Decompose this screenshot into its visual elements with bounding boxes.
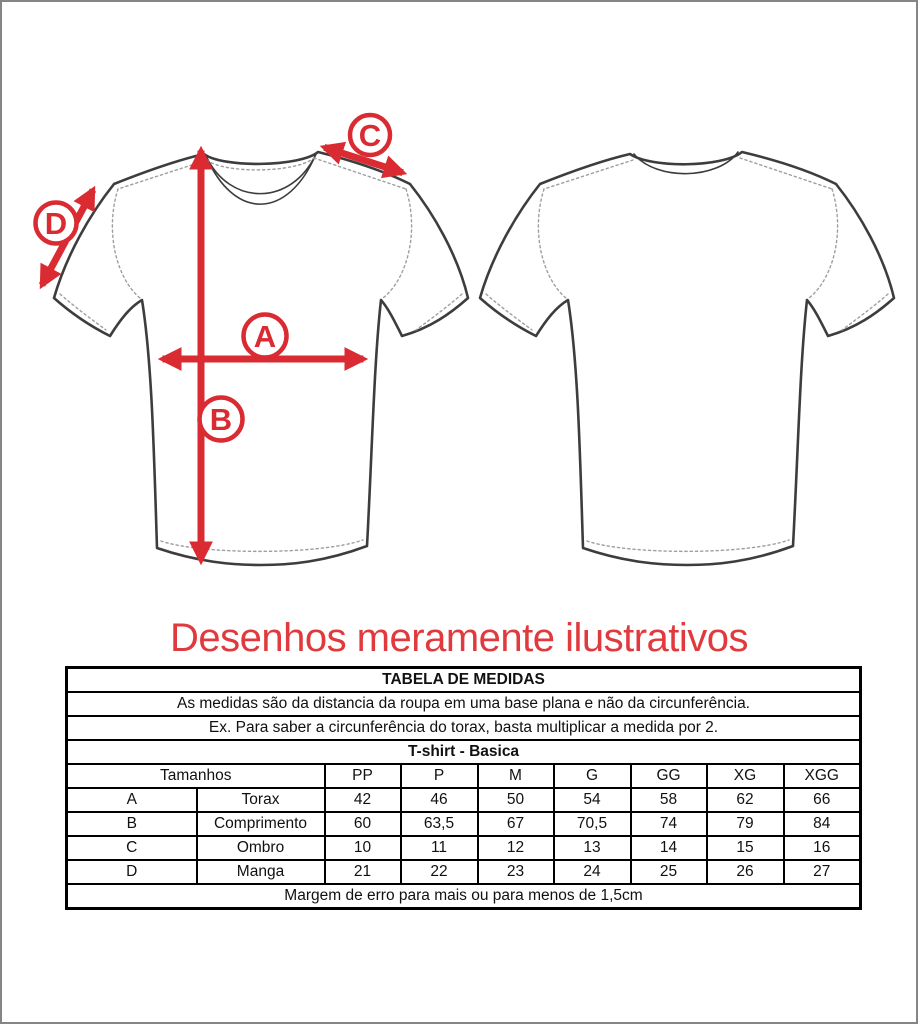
value-cell: 58 <box>631 788 707 812</box>
measure-badge-d <box>36 203 77 244</box>
value-cell: 12 <box>478 836 554 860</box>
value-cell: 23 <box>478 860 554 884</box>
row-name: Manga <box>197 860 325 884</box>
table-note2-row <box>67 716 861 740</box>
table-footer-note: Margem de erro para mais ou para menos de 1,5cm <box>67 884 861 909</box>
value-cell: 63,5 <box>401 812 478 836</box>
value-cell: 46 <box>401 788 478 812</box>
measure-letter-a: A <box>253 319 277 354</box>
size-col-m: M <box>478 764 554 788</box>
table-row-comprimento <box>67 812 861 836</box>
value-cell: 22 <box>401 860 478 884</box>
value-cell: 50 <box>478 788 554 812</box>
measure-badge-a <box>244 315 287 358</box>
back-shirt-outline <box>480 152 894 565</box>
measure-badge-b <box>200 398 243 441</box>
value-cell: 15 <box>707 836 784 860</box>
value-cell: 10 <box>325 836 401 860</box>
table-sizes-header-row <box>67 764 861 788</box>
value-cell: 74 <box>631 812 707 836</box>
value-cell: 70,5 <box>554 812 631 836</box>
value-cell: 62 <box>707 788 784 812</box>
row-name: Ombro <box>197 836 325 860</box>
size-col-p: P <box>401 764 478 788</box>
table-note-1: As medidas são da distancia da roupa em uma base plana e não da circunferência. <box>67 692 861 716</box>
row-letter: B <box>67 812 197 836</box>
sizes-header-cell: Tamanhos <box>67 764 325 788</box>
row-letter: C <box>67 836 197 860</box>
value-cell: 27 <box>784 860 861 884</box>
size-table <box>65 666 862 910</box>
size-guide-illustration <box>2 2 918 610</box>
value-cell: 84 <box>784 812 861 836</box>
value-cell: 54 <box>554 788 631 812</box>
value-cell: 13 <box>554 836 631 860</box>
value-cell: 79 <box>707 812 784 836</box>
measure-letter-c: C <box>358 118 382 153</box>
table-note-2: Ex. Para saber a circunferência do torax, basta multiplicar a medida por 2. <box>67 716 861 740</box>
row-letter: D <box>67 860 197 884</box>
measure-letter-b: B <box>209 402 233 437</box>
row-letter: A <box>67 788 197 812</box>
size-col-gg: GG <box>631 764 707 788</box>
size-col-xg: XG <box>707 764 784 788</box>
measure-badge-c <box>350 115 390 155</box>
table-product-row <box>67 740 861 764</box>
value-cell: 26 <box>707 860 784 884</box>
value-cell: 16 <box>784 836 861 860</box>
table-note1-row <box>67 692 861 716</box>
size-col-g: G <box>554 764 631 788</box>
value-cell: 25 <box>631 860 707 884</box>
value-cell: 42 <box>325 788 401 812</box>
row-name: Torax <box>197 788 325 812</box>
row-name: Comprimento <box>197 812 325 836</box>
size-col-xgg: XGG <box>784 764 861 788</box>
table-row-manga <box>67 860 861 884</box>
table-title: TABELA DE MEDIDAS <box>67 668 861 693</box>
value-cell: 67 <box>478 812 554 836</box>
measure-letter-d: D <box>44 206 68 241</box>
size-col-pp: PP <box>325 764 401 788</box>
value-cell: 24 <box>554 860 631 884</box>
value-cell: 11 <box>401 836 478 860</box>
disclaimer-title: Desenhos meramente ilustrativos <box>169 616 749 660</box>
back-shirt-drawing <box>480 152 894 565</box>
table-product-name: T-shirt - Basica <box>67 740 861 764</box>
table-row-ombro <box>67 836 861 860</box>
value-cell: 60 <box>325 812 401 836</box>
value-cell: 14 <box>631 836 707 860</box>
table-row-torax <box>67 788 861 812</box>
table-title-row <box>67 668 861 693</box>
table-footer-row <box>67 884 861 909</box>
value-cell: 66 <box>784 788 861 812</box>
value-cell: 21 <box>325 860 401 884</box>
